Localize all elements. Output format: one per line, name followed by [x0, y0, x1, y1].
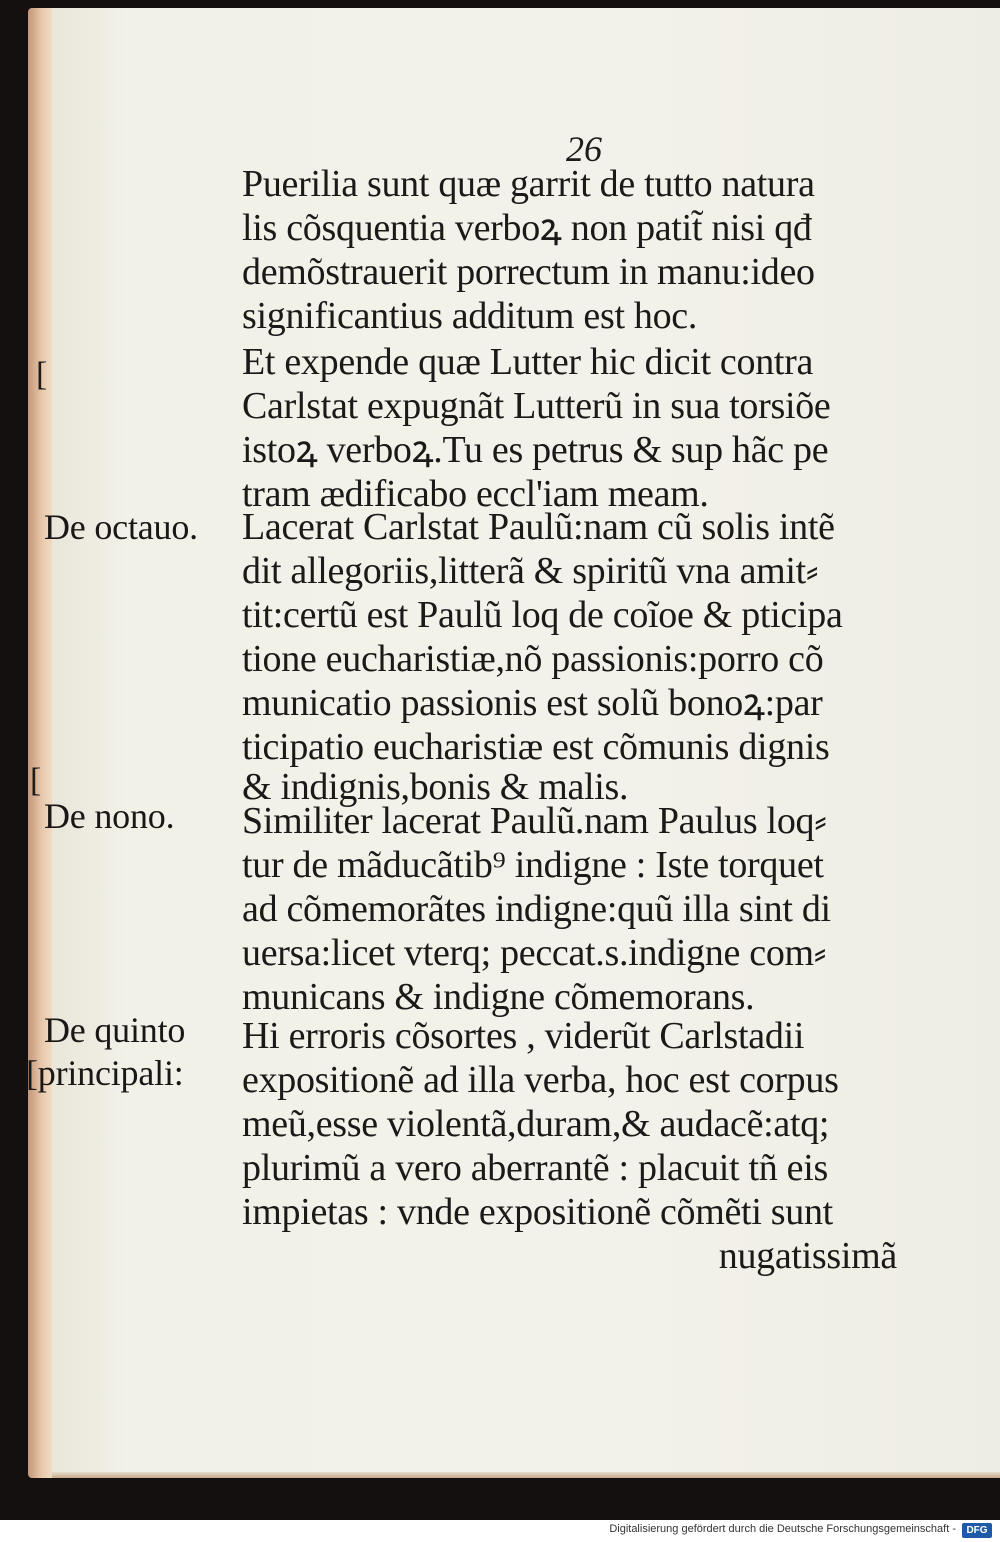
- dfg-logo-icon: DFG: [962, 1523, 992, 1538]
- margin-bracket-mark: [: [30, 762, 42, 799]
- text-line: tur de mãducãtib⁹ indigne : Iste torquet: [242, 844, 824, 886]
- text-line: uersa:licet vterq; peccat.s.indigne com⸗: [242, 932, 827, 974]
- text-line: istoꝝ verboꝝ.Tu es petrus & sup hãc pe: [242, 429, 829, 471]
- margin-note-principali: [principali:: [26, 1053, 184, 1093]
- text-line: & indignis,bonis & malis.: [242, 766, 629, 808]
- funding-credit: Digitalisierung gefördert durch die Deutsche Forschungsgemeinschaft -: [609, 1523, 956, 1535]
- text-line: dit allegoriis,litterã & spiritũ vna amit⸗: [242, 550, 819, 592]
- text-line: Puerilia sunt quæ garrit de tutto natura: [242, 163, 815, 205]
- margin-bracket-mark: [: [36, 356, 48, 393]
- text-line: nugatissimã: [718, 1235, 897, 1277]
- text-line: Lacerat Carlstat Paulũ:nam cũ solis intẽ: [242, 506, 835, 548]
- text-line: tram ædificabo eccl'iam meam.: [242, 473, 709, 515]
- text-line: expositionẽ ad illa verba, hoc est corpus: [242, 1059, 839, 1101]
- text-line: lis cõsquentia verboꝝ non patit̃ nisi qđ: [242, 207, 812, 249]
- text-line: ticipatio eucharistiæ est cõmunis dignis: [242, 726, 830, 768]
- text-line: demõstrauerit porrectum in manu:ideo: [242, 251, 815, 293]
- text-line: significantius additum est hoc.: [242, 295, 698, 337]
- margin-note-octauo: De octauo.: [44, 507, 198, 547]
- text-line: Hi erroris cõsortes , viderũt Carlstadii: [242, 1015, 805, 1057]
- footer-bar: [0, 1520, 1000, 1542]
- text-line: Similiter lacerat Paulũ.nam Paulus loq⸗: [242, 800, 827, 842]
- text-line: Carlstat expugnãt Lutterũ in sua torsiõe: [242, 385, 831, 427]
- text-line: Et expende quæ Lutter hic dicit contra: [242, 341, 814, 383]
- margin-note-nono: De nono.: [44, 796, 175, 836]
- text-line: ad cõmemorãtes indigne:quũ illa sint di: [242, 888, 831, 930]
- text-line: impietas : vnde expositionẽ cõmẽti sunt: [242, 1191, 833, 1233]
- text-line: municatio passionis est solũ bonoꝝ:par: [242, 682, 823, 724]
- margin-note-quinto: De quinto: [44, 1010, 186, 1050]
- text-line: meũ,esse violentã,duram,& audacẽ:atq;: [242, 1103, 830, 1145]
- text-line: tione eucharistiæ,nõ passionis:porro cõ: [242, 638, 824, 680]
- text-line: municans & indigne cõmemorans.: [242, 976, 755, 1018]
- page-number: 26: [566, 129, 602, 169]
- text-line: plurimũ a vero aberrantẽ : placuit tñ eis: [242, 1147, 828, 1189]
- text-line: tit:certũ est Paulũ loq de coĩoe & pticipa: [242, 594, 843, 636]
